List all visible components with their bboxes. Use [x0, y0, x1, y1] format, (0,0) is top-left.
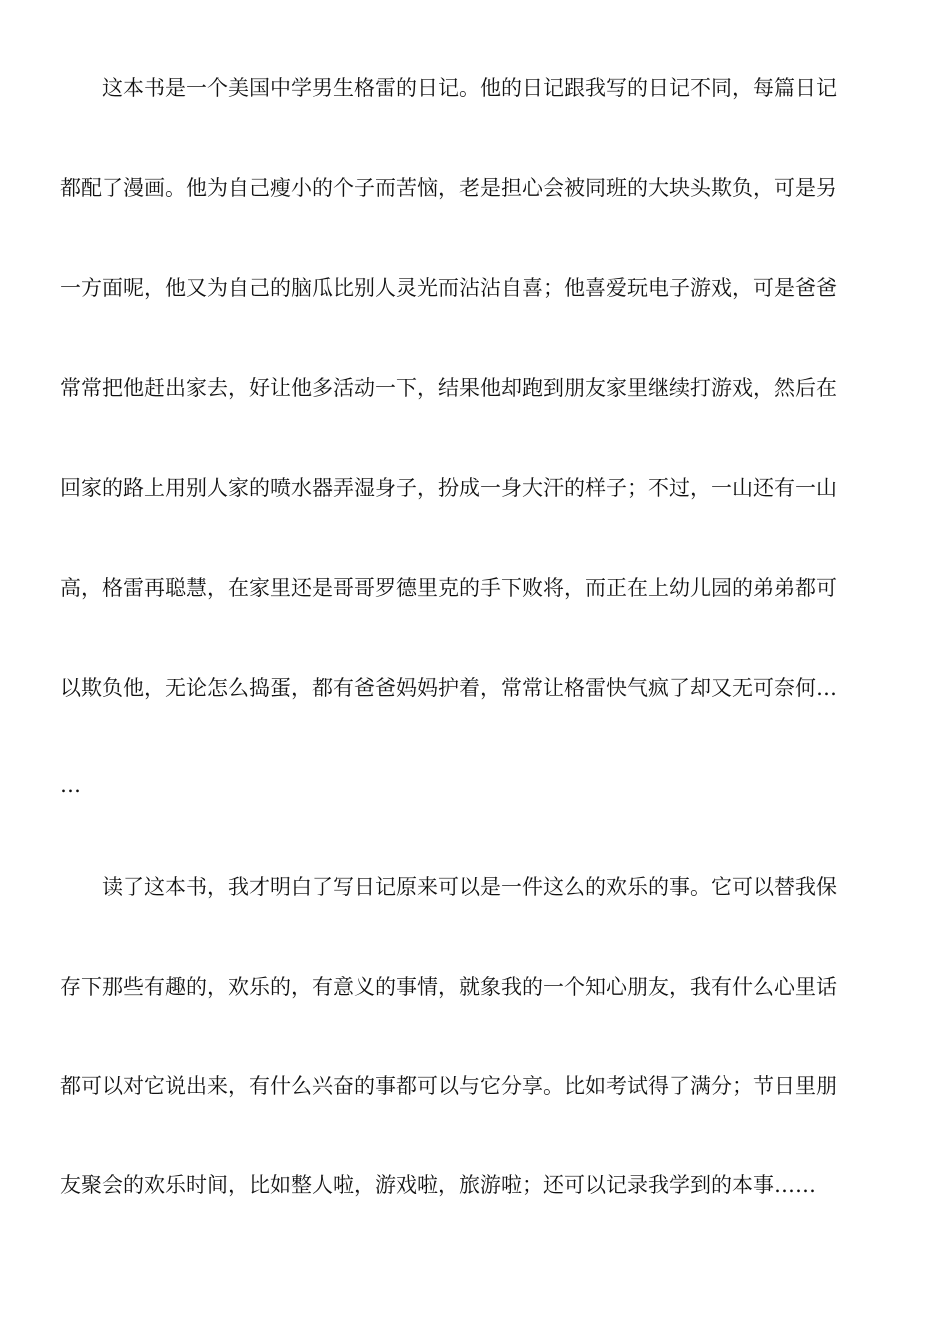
- paragraph-1-line-3: 一方面呢，他又为自己的脑瓜比别人灵光而沾沾自喜；他喜爱玩电子游戏，可是爸爸: [60, 276, 837, 300]
- paragraph-1-line-4: 常常把他赶出家去，好让他多活动一下，结果他却跑到朋友家里继续打游戏，然后在: [60, 376, 837, 400]
- paragraph-2-line-3: 都可以对它说出来，有什么兴奋的事都可以与它分享。比如考试得了满分；节日里朋: [60, 1074, 837, 1098]
- paragraph-1-line-2: 都配了漫画。他为自己瘦小的个子而苦恼，老是担心会被同班的大块头欺负，可是另: [60, 176, 837, 200]
- paragraph-1-line-6: 高，格雷再聪慧，在家里还是哥哥罗德里克的手下败将，而正在上幼儿园的弟弟都可: [60, 576, 837, 600]
- paragraph-1-line-7: 以欺负他，无论怎么捣蛋，都有爸爸妈妈护着，常常让格雷快气疯了却又无可奈何…: [60, 676, 837, 700]
- paragraph-1-line-8: …: [60, 773, 81, 797]
- paragraph-2-line-1: 读了这本书，我才明白了写日记原来可以是一件这么的欢乐的事。它可以替我保: [102, 875, 837, 899]
- paragraph-2-line-2: 存下那些有趣的，欢乐的，有意义的事情，就象我的一个知心朋友，我有什么心里话: [60, 975, 837, 999]
- paragraph-2-line-4: 友聚会的欢乐时间，比如整人啦，游戏啦，旅游啦；还可以记录我学到的本事……: [60, 1173, 816, 1197]
- paragraph-1-line-1: 这本书是一个美国中学男生格雷的日记。他的日记跟我写的日记不同，每篇日记: [102, 76, 837, 100]
- paragraph-1-line-5: 回家的路上用别人家的喷水器弄湿身子，扮成一身大汗的样子；不过，一山还有一山: [60, 476, 837, 500]
